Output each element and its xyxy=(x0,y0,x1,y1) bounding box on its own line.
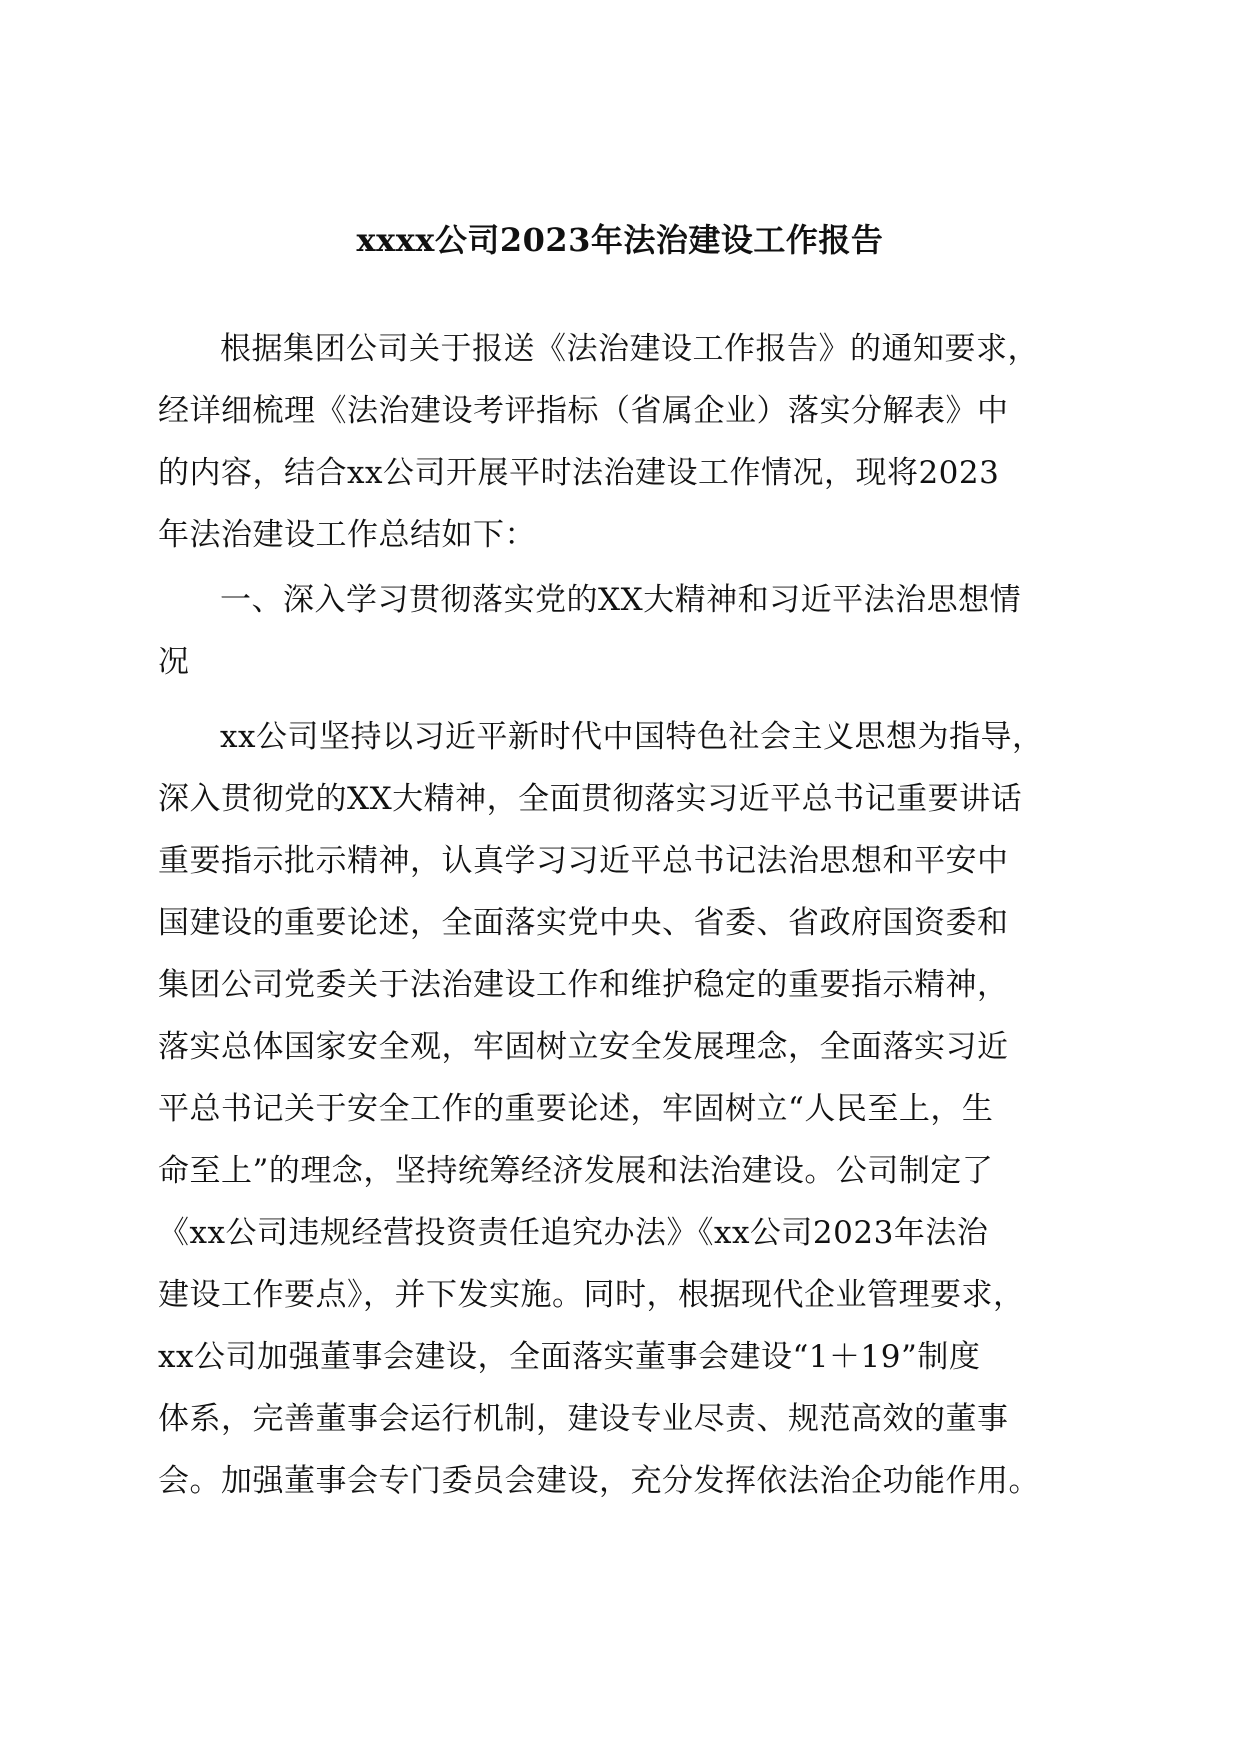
section-heading-line: 一、深入学习贯彻落实党的XX大精神和习近平法治思想情 xyxy=(220,582,1022,618)
paragraph-line: 建设工作要点》，并下发实施。同时，根据现代企业管理要求， xyxy=(158,1277,1025,1313)
paragraph-line: 平总书记关于安全工作的重要论述，牢固树立“人民至上，生 xyxy=(158,1091,994,1127)
paragraph-line: 经详细梳理《法治建设考评指标（省属企业）落实分解表》中 xyxy=(158,393,1009,429)
paragraph-line: 体系，完善董事会运行机制，建设专业尽责、规范高效的董事 xyxy=(158,1401,1009,1437)
paragraph-line: 国建设的重要论述，全面落实党中央、省委、省政府国资委和 xyxy=(158,905,1009,941)
paragraph-line: 的内容，结合xx公司开展平时法治建设工作情况，现将2023 xyxy=(158,455,1000,491)
section-heading-line: 况 xyxy=(158,644,190,680)
document-title: xxxx公司2023年法治建设工作报告 xyxy=(356,221,884,259)
paragraph-line: 重要指示批示精神，认真学习习近平总书记法治思想和平安中 xyxy=(158,843,1009,879)
paragraph-line: 根据集团公司关于报送《法治建设工作报告》的通知要求， xyxy=(220,331,1039,367)
paragraph-line: 命至上”的理念，坚持统筹经济发展和法治建设。公司制定了 xyxy=(158,1153,994,1189)
paragraph-line: 年法治建设工作总结如下： xyxy=(158,517,536,553)
paragraph-line: 深入贯彻党的XX大精神，全面贯彻落实习近平总书记重要讲话 xyxy=(158,781,1023,817)
paragraph-line: 集团公司党委关于法治建设工作和维护稳定的重要指示精神， xyxy=(158,967,1009,1003)
paragraph-line: xx公司加强董事会建设，全面落实董事会建设“1＋19”制度 xyxy=(158,1339,981,1375)
paragraph-line: 会。加强董事会专门委员会建设，充分发挥依法治企功能作用。 xyxy=(158,1463,1040,1499)
paragraph-line: 《xx公司违规经营投资责任追究办法》《xx公司2023年法治 xyxy=(158,1215,989,1251)
paragraph-line: 落实总体国家安全观，牢固树立安全发展理念，全面落实习近 xyxy=(158,1029,1009,1065)
paragraph-line: xx公司坚持以习近平新时代中国特色社会主义思想为指导， xyxy=(220,719,1044,755)
